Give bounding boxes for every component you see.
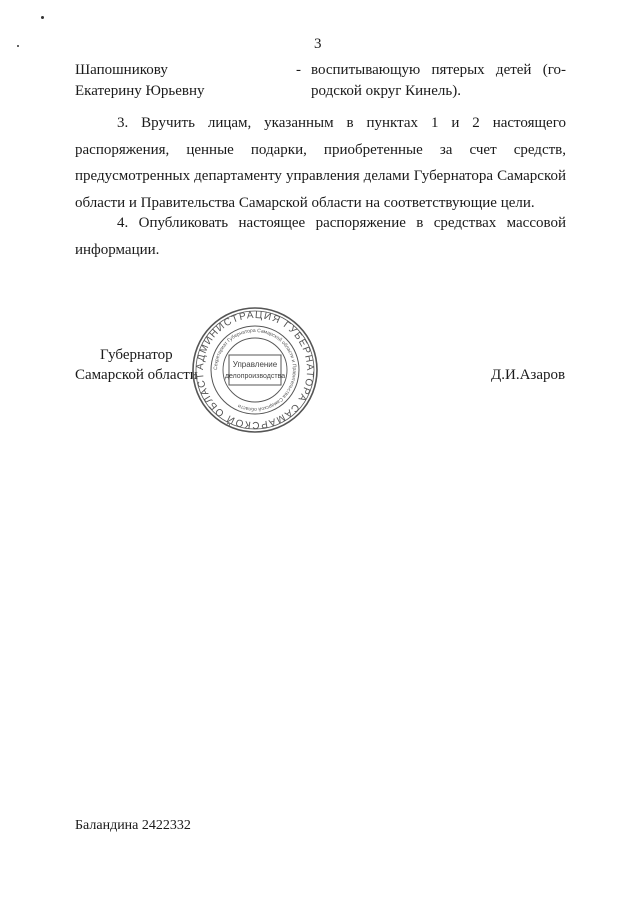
seal-graphic xyxy=(190,305,320,435)
signer-title-line1: Губернатор xyxy=(100,347,173,363)
official-seal-stamp xyxy=(190,305,320,435)
seal-center-line2: делопроизводства xyxy=(224,373,286,380)
svg-text:Секретариат Губернатора Самарс xyxy=(213,328,297,413)
seal-outer-text: АДМИНИСТРАЦИЯ ГУБЕРНАТОРА САМАРСКОЙ ОБЛАСТ xyxy=(194,309,316,431)
scan-speck xyxy=(17,45,19,47)
recipient-surname: Шапошникову xyxy=(75,62,168,78)
scan-speck xyxy=(41,16,44,19)
recipient-description-line2: родской округ Кинель). xyxy=(311,83,461,99)
paragraph-3: 3. Вручить лицам, указанным в пунктах 1 и 2 настоящего распоряжения, ценные подарки, приобретенные за счет средств, предусмотренных департаменту управления делами Губернатора Самарской области и Правительства Самарской области на соответствующие цели. xyxy=(75,115,566,211)
recipient-name xyxy=(75,60,295,102)
executor-contact: Баландина 2422332 xyxy=(75,818,191,833)
seal-center-line1: Управление xyxy=(232,360,278,369)
signer-title-line2: Самарской области xyxy=(75,367,198,383)
recipient-description xyxy=(311,60,566,102)
page-number: 3 xyxy=(314,36,322,52)
recipient-description-line1: воспитывающую пятерых детей (го- xyxy=(311,62,566,78)
signer-name: Д.И.Азаров xyxy=(491,367,566,383)
seal-inner-text: Секретариат Губернатора Самарской области и Правительства Самарской области xyxy=(212,327,298,413)
recipient-dash: - xyxy=(296,62,301,78)
paragraph-4: 4. Опубликовать настоящее распоряжение в средствах массовой информации. xyxy=(75,215,566,258)
recipient-given-names: Екатерину Юрьевну xyxy=(75,83,205,99)
